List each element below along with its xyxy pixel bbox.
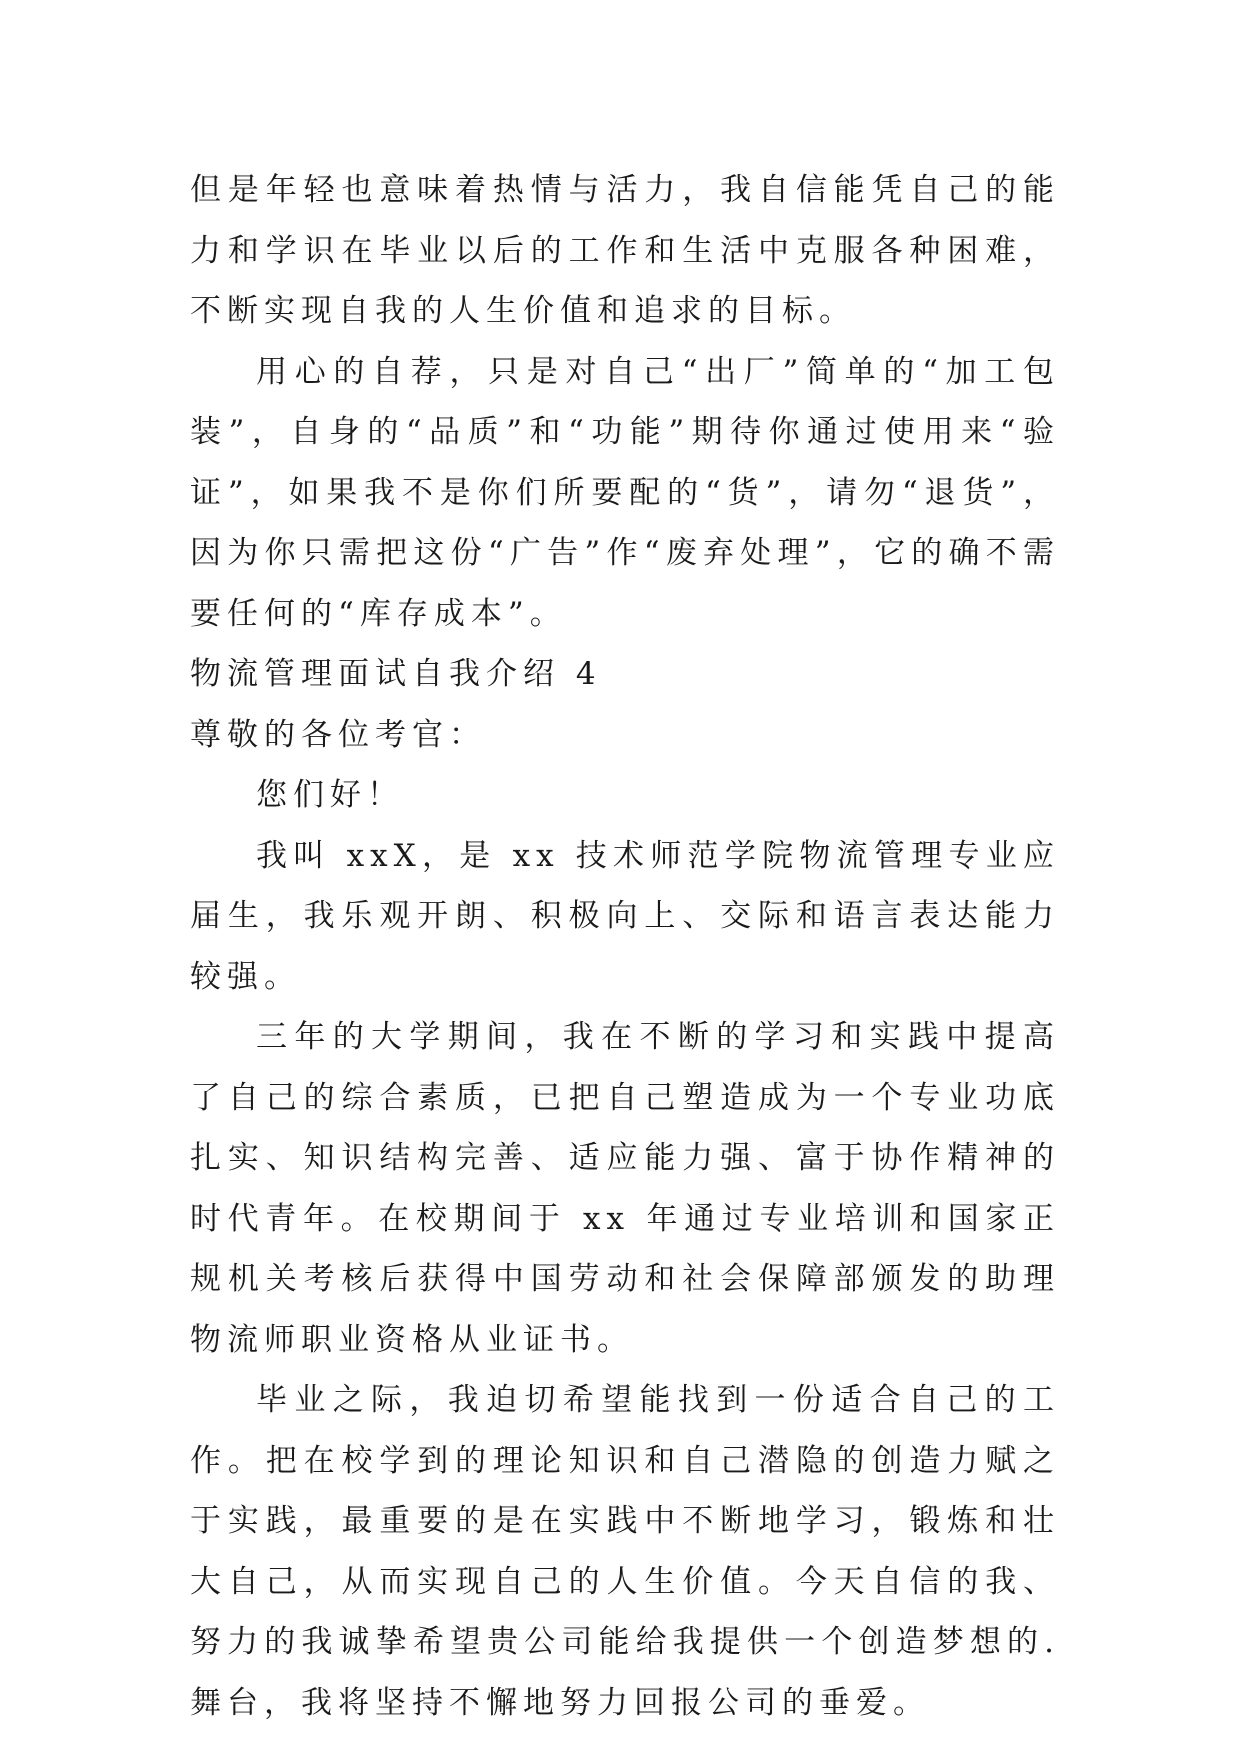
paragraph-continuation: 但是年轻也意味着热情与活力，我自信能凭自己的能力和学识在毕业以后的工作和生活中克服各种困难，不断实现自我的人生价值和追求的目标。: [190, 172, 1060, 329]
paragraph-introduction: 我叫 xxX，是 xx 技术师范学院物流管理专业应届生，我乐观开朗、积极向上、交际和语言表达能力较强。: [190, 837, 1060, 995]
salutation: 尊敬的各位考官：: [190, 716, 486, 753]
paragraph-university: 三年的大学期间，我在不断的学习和实践中提高了自己的综合素质，已把自己塑造成为一个专业功底扎实、知识结构完善、适应能力强、富于协作精神的时代青年。在校期间于 xx 年通过专业培训和国家正规机关考核后获得中国劳动和社会保障部颁发的助理物流师职业资格从业证书。: [190, 1019, 1060, 1358]
paragraph-self-recommendation: 用心的自荐，只是对自己“出厂”简单的“加工包装”，自身的“品质”和“功能”期待你通过使用来“验证”，如果我不是你们所要配的“货”，请勿“退货”，因为你只需把这份“广告”作“废弃处理”，它的确不需要任何的“库存成本”。: [190, 353, 1060, 632]
document-body: [190, 160, 1060, 1733]
paragraph-closing: 毕业之际，我迫切希望能找到一份适合自己的工作。把在校学到的理论知识和自己潜隐的创造力赋之于实践，最重要的是在实践中不断地学习，锻炼和壮大自己，从而实现自己的人生价值。今天自信的我、努力的我诚挚希望贵公司能给我提供一个创造梦想的.舞台，我将坚持不懈地努力回报公司的垂爱。: [190, 1382, 1060, 1721]
greeting: 您们好！: [256, 777, 404, 813]
section-heading: 物流管理面试自我介绍 4: [190, 656, 602, 692]
